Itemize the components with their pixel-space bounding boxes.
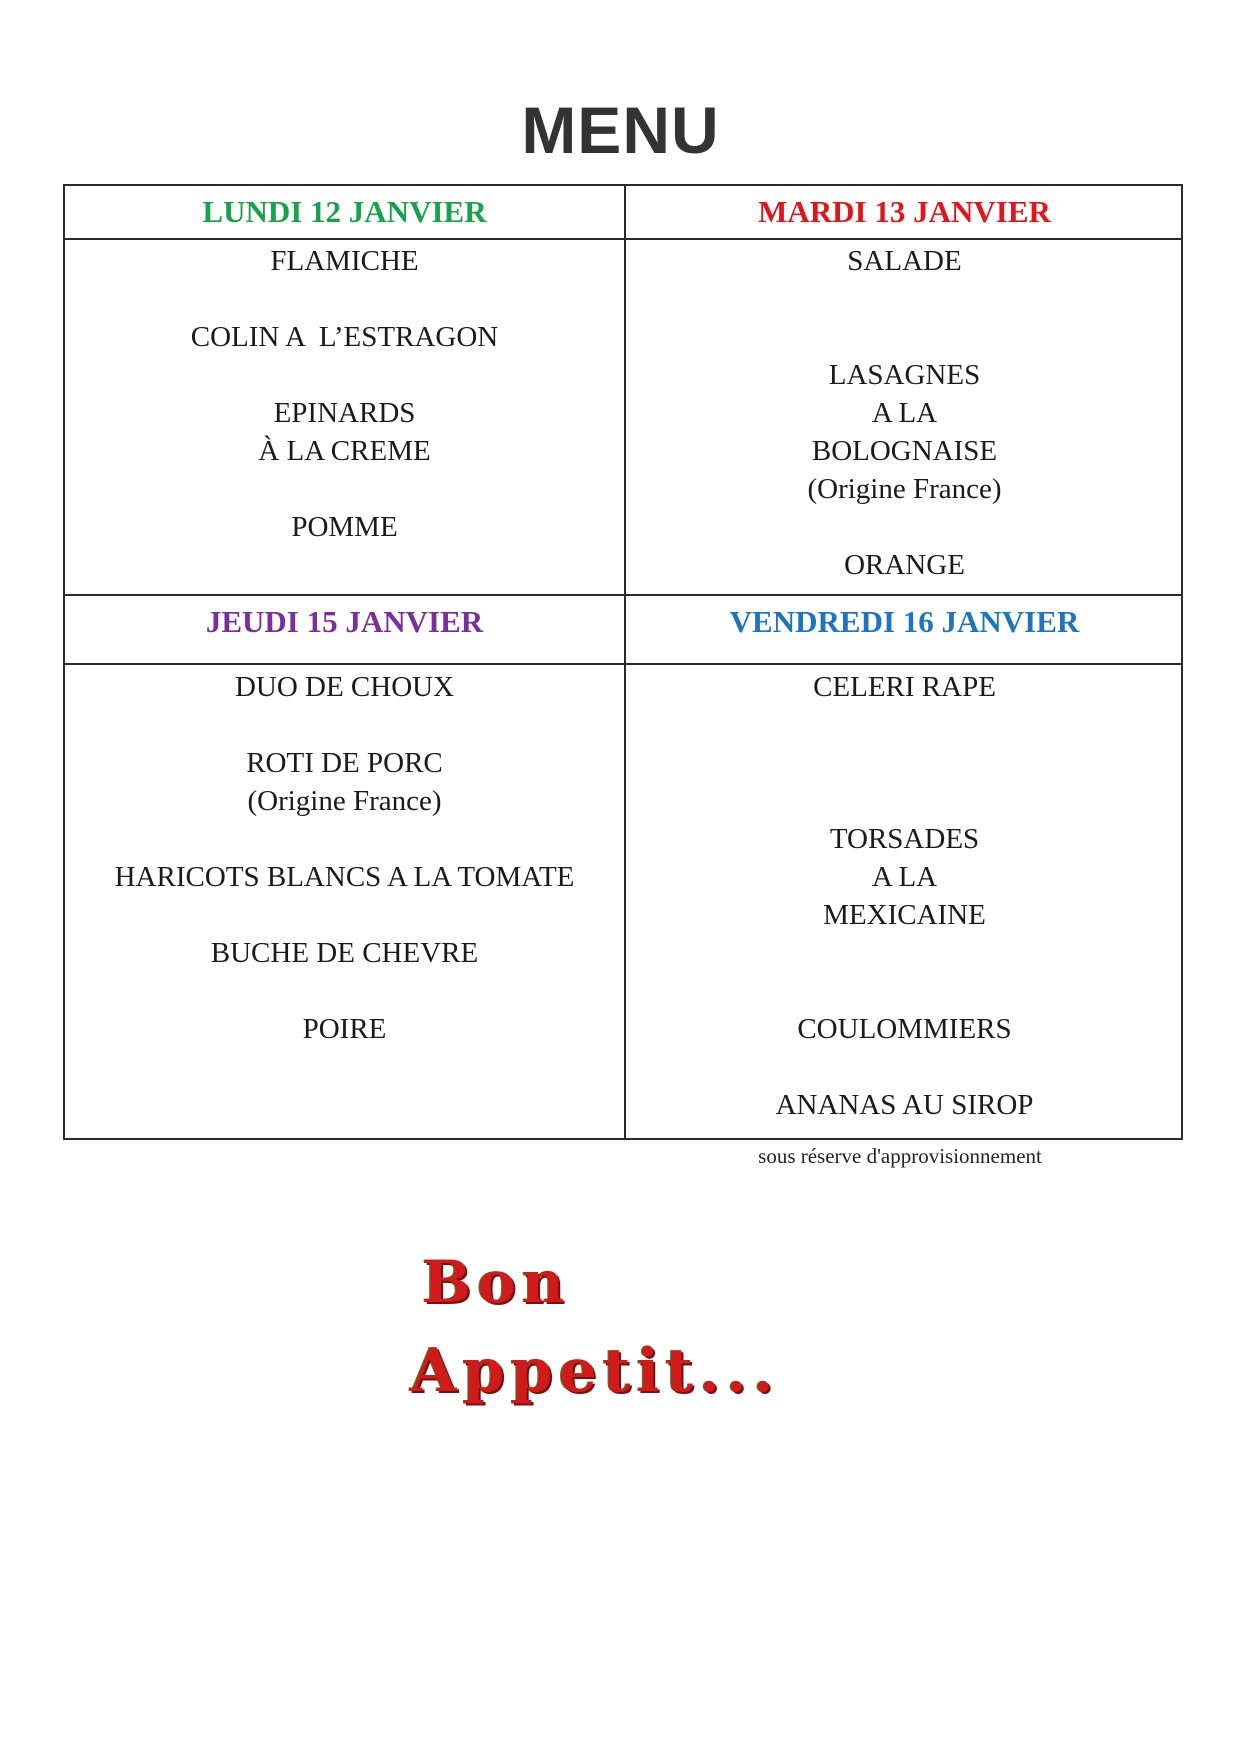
menu-cell-friday <box>626 668 1183 1124</box>
menu-item: ORANGE <box>844 549 965 581</box>
menu-item: EPINARDS <box>273 397 416 429</box>
day-header-tuesday: MARDI 13 JANVIER <box>758 194 1051 229</box>
menu-spacer <box>65 820 624 858</box>
menu-spacer <box>626 508 1183 546</box>
menu-spacer <box>65 356 624 394</box>
menu-spacer <box>626 280 1183 318</box>
menu-item: MEXICAINE <box>823 899 986 931</box>
menu-item: A LA <box>871 397 938 429</box>
menu-item: COULOMMIERS <box>797 1013 1012 1045</box>
menu-item: TORSADES <box>829 823 980 855</box>
menu-item: BOLOGNAISE <box>811 435 998 467</box>
row-divider <box>65 594 1181 596</box>
menu-item: ROTI DE PORC <box>246 747 443 779</box>
day-header-monday: LUNDI 12 JANVIER <box>202 194 487 229</box>
menu-item: LASAGNES <box>828 359 981 391</box>
supply-note: sous réserve d'approvisionnement <box>758 1144 1042 1168</box>
logo-line-appetit: Appetit... <box>410 1336 780 1406</box>
day-header-friday: VENDREDI 16 JANVIER <box>729 604 1080 639</box>
menu-spacer <box>626 318 1183 356</box>
menu-item: (Origine France) <box>247 785 442 817</box>
menu-spacer <box>626 706 1183 744</box>
menu-item: POIRE <box>302 1013 387 1045</box>
menu-item: COLIN A L’ESTRAGON <box>190 321 499 353</box>
bon-appetit-logo <box>410 1240 840 1440</box>
menu-cell-thursday <box>65 668 624 1048</box>
day-header-thursday: JEUDI 15 JANVIER <box>205 604 484 639</box>
menu-item: POMME <box>291 511 398 543</box>
row-divider <box>65 663 1181 665</box>
menu-item: À LA CREME <box>258 435 431 467</box>
menu-item: DUO DE CHOUX <box>234 671 455 703</box>
menu-spacer <box>65 896 624 934</box>
menu-spacer <box>626 934 1183 972</box>
menu-cell-monday <box>65 242 624 546</box>
menu-spacer <box>626 782 1183 820</box>
menu-item: BUCHE DE CHEVRE <box>210 937 479 969</box>
logo-line-bon: Bon <box>422 1248 570 1316</box>
menu-spacer <box>65 706 624 744</box>
menu-item: (Origine France) <box>807 473 1002 505</box>
menu-spacer <box>626 1048 1183 1086</box>
menu-item: FLAMICHE <box>270 245 419 277</box>
page-title: MENU <box>521 93 720 167</box>
menu-spacer <box>626 744 1183 782</box>
menu-spacer <box>65 280 624 318</box>
menu-item: ANANAS AU SIROP <box>775 1089 1034 1121</box>
row-divider <box>65 238 1181 240</box>
menu-table <box>63 184 1183 1140</box>
menu-spacer <box>626 972 1183 1010</box>
menu-cell-tuesday <box>626 242 1183 584</box>
menu-item: A LA <box>871 861 938 893</box>
menu-spacer <box>65 972 624 1010</box>
menu-spacer <box>65 470 624 508</box>
menu-item: CELERI RAPE <box>813 671 996 703</box>
menu-item: SALADE <box>847 245 962 277</box>
menu-item: HARICOTS BLANCS A LA TOMATE <box>114 861 575 893</box>
